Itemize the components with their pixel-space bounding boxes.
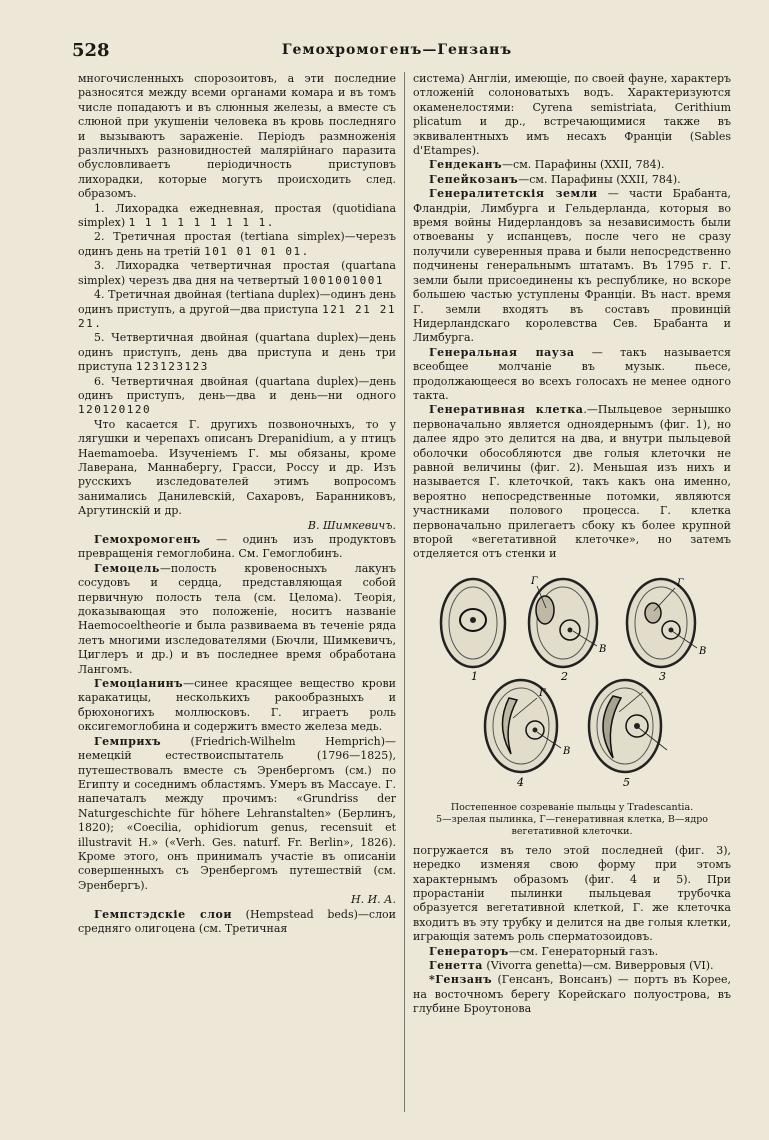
entry-hempstead-beds bbox=[78, 908, 396, 937]
entry-genetta bbox=[413, 959, 731, 973]
fever-type-5-text: 5. Четвертичная двойная (quartana duplex)—день одинъ приступъ, день два приступа и день три приступа bbox=[78, 331, 396, 374]
continuation-paragraph: погружается въ тело этой последней (фиг. 3), нередко изменяя свою форму при этомъ характернымъ образомъ (фиг. 4 и 5). При прорастаніи пылинки пыльцевая трубочка образуется вегетативной клеткой, Г. же клеточка входитъ въ эту трубку и делится на две голыя клетки, играющія затемъ роль сперматозоидовъ. bbox=[413, 843, 731, 944]
fever-type-3-text: 3. Лихорадка четвертичная простая (quartana simplex) черезъ два дня на четвертый bbox=[78, 259, 396, 287]
headword: Гемприхъ bbox=[94, 734, 162, 748]
fig-letter-g-4: Г bbox=[539, 687, 546, 699]
entry-text: (Генсанъ, Вонсанъ) — портъ въ Корее, на восточномъ берегу Корейскаго полуострова, въ глубине Броутонова bbox=[413, 973, 731, 1016]
author-signature: Н. И. А. bbox=[351, 893, 396, 907]
fig-label-4: 4 bbox=[517, 775, 524, 789]
fever-type-4-sequence: 121 21 21 21. bbox=[78, 302, 396, 330]
paragraph-other-vertebrates: Что касается Г. другихъ позвоночныхъ, то у лягушки и черепахъ описанъ Drepanidium, а у птицъ Haemamoeba. Изученіемъ Г. мы обязаны, кроме Лаверана, Маннабергу, Грасси, Россу и др. Изъ русскихъ изследователей этимъ вопросомъ занимались Данилевскій, Сахаровъ, Баранниковъ, Аргутинскій и др. bbox=[78, 417, 396, 518]
author-signature: В. Шимкевичъ. bbox=[307, 518, 396, 532]
headword: Генетта bbox=[429, 959, 483, 973]
fever-type-1 bbox=[78, 202, 396, 231]
entry-generator bbox=[413, 945, 731, 959]
entry-generality-lands bbox=[413, 187, 731, 345]
entry-text: — части Брабанта, Фландріи, Лимбурга и Гельдерланда, которыя во время войны Нидерландовъ за независимость были отвоеваны у испанцевъ, после чего не сразу получили суверенныя права и были непосредственно подчинены генеральнымъ штатамъ. Въ 1795 г. Г. земли были присоединены къ республике, но вскоре большею частью уступлены Франціи. Въ наст. время Г. земли входятъ въ составъ провинцій Нидерландскаго королевства Сев. Брабанта и Лимбурга. bbox=[413, 187, 732, 345]
entry-text: (Friedrich-Wilhelm Hemprich)—немецкій естествоиспытатель (1796—1825), путешествовалъ вместе съ Эренбергомъ (см.) по Египту и соседнимъ областямъ. Умеръ въ Массауе. Г. напечаталъ между прочимъ: «Grundriss der Naturgeschichte für höhere Lehranstalten» (Берлинъ, 1820); «Coecilia, ophidiorum genus, recensuit et illustravit H.» («Verh. Ges. naturf. Fr. Berlin», 1826). Кроме этого, онъ принималъ участіе въ описаніи совершенныхъ съ Эренбергомъ путешествій (см. Эренбергъ). bbox=[78, 734, 396, 892]
fever-type-6-text: 6. Четвертичная двойная (quartana duplex)—день одинъ приступъ, день—два и день—ни одного bbox=[78, 374, 396, 402]
headword: *Гензанъ bbox=[429, 973, 493, 987]
entry-gensan bbox=[413, 973, 731, 1016]
headword: Генеративная клетка bbox=[429, 403, 584, 417]
fever-type-6-sequence: 120120120 bbox=[78, 403, 152, 417]
entry-hemocoel bbox=[78, 562, 396, 677]
headword: Гемохромогенъ bbox=[94, 533, 201, 546]
fever-type-1-sequence: 1 1 1 1 1 1 1 1 1. bbox=[128, 216, 275, 230]
pollen-grain-4 bbox=[485, 680, 561, 772]
fig-label-5: 5 bbox=[623, 775, 630, 789]
pollen-grain-2 bbox=[529, 579, 597, 667]
headword: Гендеканъ bbox=[429, 158, 503, 172]
page-header bbox=[72, 40, 722, 64]
entry-hemochromogen bbox=[78, 533, 396, 562]
fig-letter-v-2: В bbox=[599, 643, 607, 655]
fever-type-2 bbox=[78, 230, 396, 259]
headword: Генеральная пауза bbox=[429, 345, 575, 359]
entry-generative-cell bbox=[413, 403, 731, 561]
fig-letter-g-2: Г bbox=[531, 575, 538, 587]
right-column bbox=[413, 72, 731, 1017]
page-number: 528 bbox=[72, 40, 110, 61]
fig-letter-g-3: Г bbox=[677, 577, 684, 589]
entry-heneicosane bbox=[413, 173, 731, 187]
figure-caption bbox=[417, 802, 727, 838]
fever-type-5-sequence: 123123123 bbox=[135, 360, 209, 374]
continuation-paragraph: многочисленныхъ спорозоитовъ, а эти последние разносятся между всеми органами комара и въ томъ числе попадаютъ и въ слюнныя железы, а вместе съ слюной при укушеніи человека въ кровь последняго и вызываютъ зараженіе. Періодъ размноженія различныхъ разновидностей малярійнаго паразита обусловливаетъ періодичность приступовъ лихорадки, которые могутъ происходить след. образомъ. bbox=[78, 72, 396, 201]
fever-type-3-sequence: 1001001001 bbox=[302, 273, 384, 287]
headword: Генераторъ bbox=[429, 944, 509, 958]
fever-type-1-text: 1. Лихорадка ежедневная, простая (quotidiana simplex) bbox=[78, 201, 396, 230]
running-title: Гемохромогенъ—Гензанъ bbox=[281, 42, 513, 58]
fig-label-1: 1 bbox=[471, 669, 478, 683]
fever-type-4 bbox=[78, 288, 396, 331]
entry-text: (Hempstead beds)—слои средняго олигоцена (см. Третичная bbox=[78, 907, 397, 935]
entry-text: — одинъ изъ продуктовъ превращенія гемоглобина. См. Гемоглобинъ. bbox=[78, 533, 396, 561]
entry-text: (Vivorra genetta)—см. Виверровыя (VI). bbox=[482, 959, 714, 973]
entry-text: — такъ называется всеобщее молчаніе въ музык. пьесе, продолжающееся во всехъ голосахъ не менее одного такта. bbox=[413, 345, 731, 402]
entry-general-pause bbox=[413, 346, 731, 404]
caption-title: Постепенное созреваніе пыльцы у Tradescantia. bbox=[450, 801, 694, 813]
fig-label-2: 2 bbox=[561, 669, 568, 683]
fig-letter-v-3: В bbox=[699, 645, 707, 657]
fever-type-3 bbox=[78, 259, 396, 288]
fever-type-5 bbox=[78, 331, 396, 374]
left-column bbox=[78, 72, 396, 936]
headword: Генералитетскія земли bbox=[429, 187, 598, 201]
entry-hendecane bbox=[413, 158, 731, 172]
entry-text: —см. Генераторный газъ. bbox=[508, 944, 659, 958]
pollen-grain-5 bbox=[589, 680, 667, 772]
headword: Гемпстэдскіе слои bbox=[94, 907, 233, 921]
entry-text: —синее красящее вещество крови каракатицы, несколькихъ ракообразныхъ и брюхоногихъ моллюсковъ. Г. играетъ роль оксигемоглобина и содержитъ вместо железа медь. bbox=[78, 677, 396, 734]
entry-hemocyanin bbox=[78, 677, 396, 735]
entry-text: —см. Парафины (XXII, 784). bbox=[518, 172, 681, 186]
headword: Гемоцель bbox=[94, 561, 160, 575]
pollen-grain-3 bbox=[627, 579, 697, 667]
pollen-grain-1 bbox=[441, 579, 505, 667]
entry-text: —полость кровеносныхъ лакунъ сосудовъ и сердца, представляющая собой первичную полость тела (см. Целома). Теорія, доказывающая это положеніе, носитъ названіе Haemocoeltheorie и была развиваема въ теченіе ряда летъ многими изследователями (Бючли, Шимкевичъ, Циглеръ и др.) и въ последнее время обработана Лангомъ. bbox=[78, 561, 396, 676]
fig-label-3: 3 bbox=[659, 669, 666, 683]
pollen-figure bbox=[413, 568, 731, 798]
fig-letter-v-4: В bbox=[563, 745, 571, 757]
column-divider bbox=[404, 72, 405, 1112]
entry-text: —см. Парафины (XXII, 784). bbox=[502, 158, 665, 172]
fever-type-2-text: 2. Третичная простая (tertiana simplex)—черезъ одинъ день на третій bbox=[78, 230, 396, 258]
continuation-paragraph: система) Англіи, имеющіе, по своей фауне, характеръ отложеній солоноватыхъ водъ. Характеризуются окаменелостями: Cyrena semistriata, Cerithium plicatum и др., встречающимися также въ эквивалентныхъ имъ несахъ Франціи (Sables d'Etampes). bbox=[413, 72, 731, 158]
entry-hemprich bbox=[78, 735, 396, 893]
headword: Гепейкозанъ bbox=[429, 172, 519, 186]
headword: Гемоціанинъ bbox=[94, 677, 184, 691]
fever-type-6 bbox=[78, 375, 396, 418]
caption-legend: 5—зрелая пылинка, Г—генеративная клетка, В—ядро вегетативной клеточки. bbox=[435, 813, 709, 837]
fever-type-2-sequence: 101 01 01 01. bbox=[204, 244, 310, 258]
fever-type-4-text: 4. Третичная двойная (tertiana duplex)—одинъ день одинъ приступъ, а другой—два приступа bbox=[78, 288, 396, 316]
entry-text: .—Пыльцевое зернышко первоначально является одноядернымъ (фиг. 1), но далее ядро это делится на два, и внутри пыльцевой оболочки обособляются две голыя клеточки не равной величины (фиг. 2). Меньшая изъ нихъ и называется Г. клеточкой, такъ какъ она именно, вероятно непосредственные потомки, являются участниками полового процесса. Г. клетка первоначально прилегаетъ сбоку къ более крупной второй «вегетативной клеточке», но затемъ отделяется отъ стенки и bbox=[413, 403, 731, 561]
pollen-illustration bbox=[413, 568, 731, 798]
